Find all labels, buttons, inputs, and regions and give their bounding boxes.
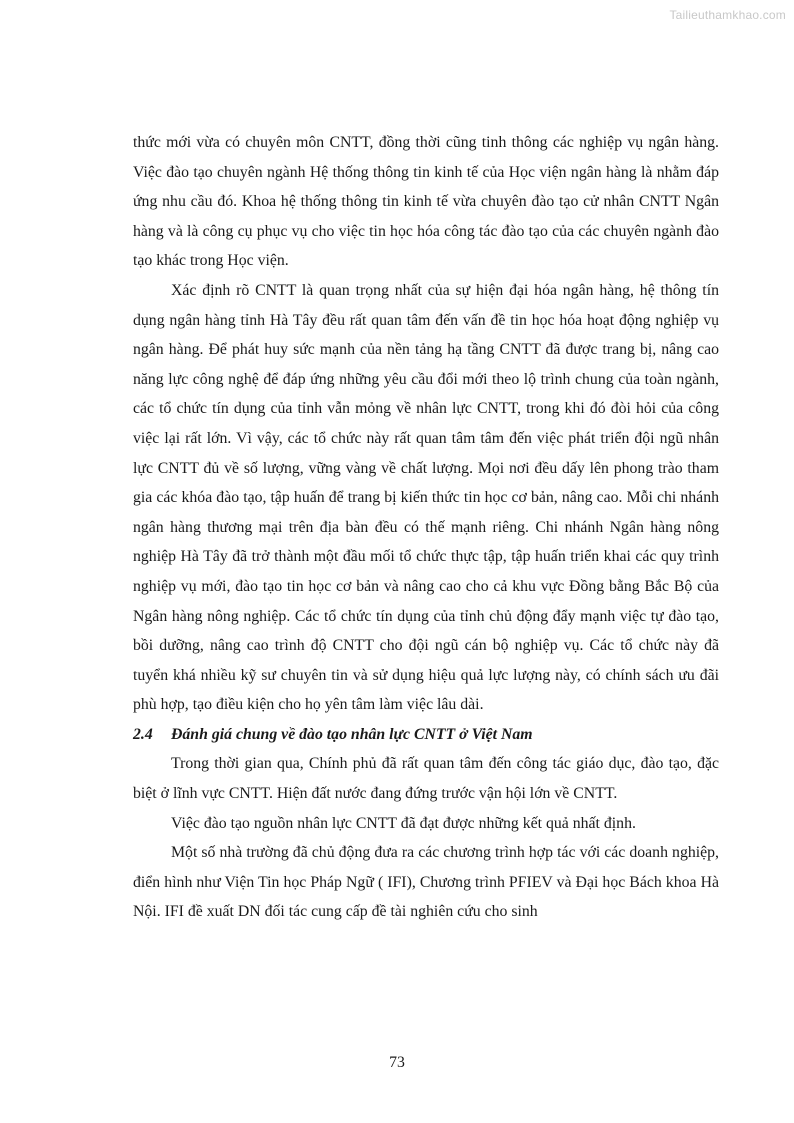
section-title: Đánh giá chung về đào tạo nhân lực CNTT ở Việt Nam bbox=[171, 725, 533, 743]
paragraph: Một số nhà trường đã chủ động đưa ra các chương trình hợp tác với các doanh nghiệp, điển hình như Viện Tin học Pháp Ngữ ( IFI), Chương trình PFIEV và Đại học Bách khoa Hà Nội. IFI đề xuất DN đối tác cung cấp đề tài nghiên cứu cho sinh bbox=[133, 844, 719, 921]
section-heading bbox=[133, 720, 719, 750]
section-number: 2.4 bbox=[133, 725, 153, 743]
paragraph: Trong thời gian qua, Chính phủ đã rất quan tâm đến công tác giáo dục, đào tạo, đặc biệt ở lĩnh vực CNTT. Hiện đất nước đang đứng trước vận hội lớn về CNTT. bbox=[133, 755, 719, 803]
paragraph: thức mới vừa có chuyên môn CNTT, đồng thời cũng tinh thông các nghiệp vụ ngân hàng. Việc đào tạo chuyên ngành Hệ thống thông tin kinh tế của Học viện ngân hàng là nhằm đáp ứng nhu cầu đó. Khoa hệ thống thông tin kinh tế vừa chuyên đào tạo cử nhân CNTT Ngân hàng và là công cụ phục vụ cho việc tin học hóa công tác đào tạo của các chuyên ngành đào tạo khác trong Học viện. bbox=[133, 134, 719, 270]
paragraph: Việc đào tạo nguồn nhân lực CNTT đã đạt được những kết quả nhất định. bbox=[171, 814, 636, 832]
paragraph: Xác định rõ CNTT là quan trọng nhất của sự hiện đại hóa ngân hàng, hệ thông tín dụng ngân hàng tỉnh Hà Tây đều rất quan tâm đến vấn đề tin học hóa hoạt động nghiệp vụ ngân hàng. Để phát huy sức mạnh của nền tảng hạ tầng CNTT đã được trang bị, nâng cao năng lực công nghệ để đáp ứng những yêu cầu đổi mới theo lộ trình chung của toàn ngành, các tổ chức tín dụng của tỉnh vẫn mỏng về nhân lực CNTT, trong khi đó đòi hỏi của công việc lại rất lớn. Vì vậy, các tổ chức này rất quan tâm tâm đến việc phát triển đội ngũ nhân lực CNTT đủ về số lượng, vững vàng về chất lượng. Mọi nơi đều dấy lên phong trào tham gia các khóa đào tạo, tập huấn để trang bị kiến thức tin học cơ bản, nâng cao. Mỗi chi nhánh ngân hàng thương mại trên địa bàn đều có thế mạnh riêng. Chi nhánh Ngân hàng nông nghiệp Hà Tây đã trở thành một đầu mối tổ chức thực tập, tập huấn triển khai các quy trình nghiệp vụ mới, đào tạo tin học cơ bản và nâng cao cho cả khu vực Đồng bằng Bắc Bộ của Ngân hàng nông nghiệp. Các tổ chức tín dụng của tỉnh chủ động đẩy mạnh việc tự đào tạo, bồi dưỡng, nâng cao trình độ CNTT cho đội ngũ cán bộ nghiệp vụ. Các tổ chức này đã tuyển khá nhiều kỹ sư chuyên tin và sử dụng hiệu quả lực lượng này, có chính sách ưu đãi phù hợp, tạo điều kiện cho họ yên tâm làm việc lâu dài. bbox=[133, 281, 719, 714]
watermark: Tailieuthamkhao.com bbox=[669, 8, 786, 22]
page-body bbox=[133, 128, 719, 927]
page-number: 73 bbox=[389, 1054, 405, 1071]
